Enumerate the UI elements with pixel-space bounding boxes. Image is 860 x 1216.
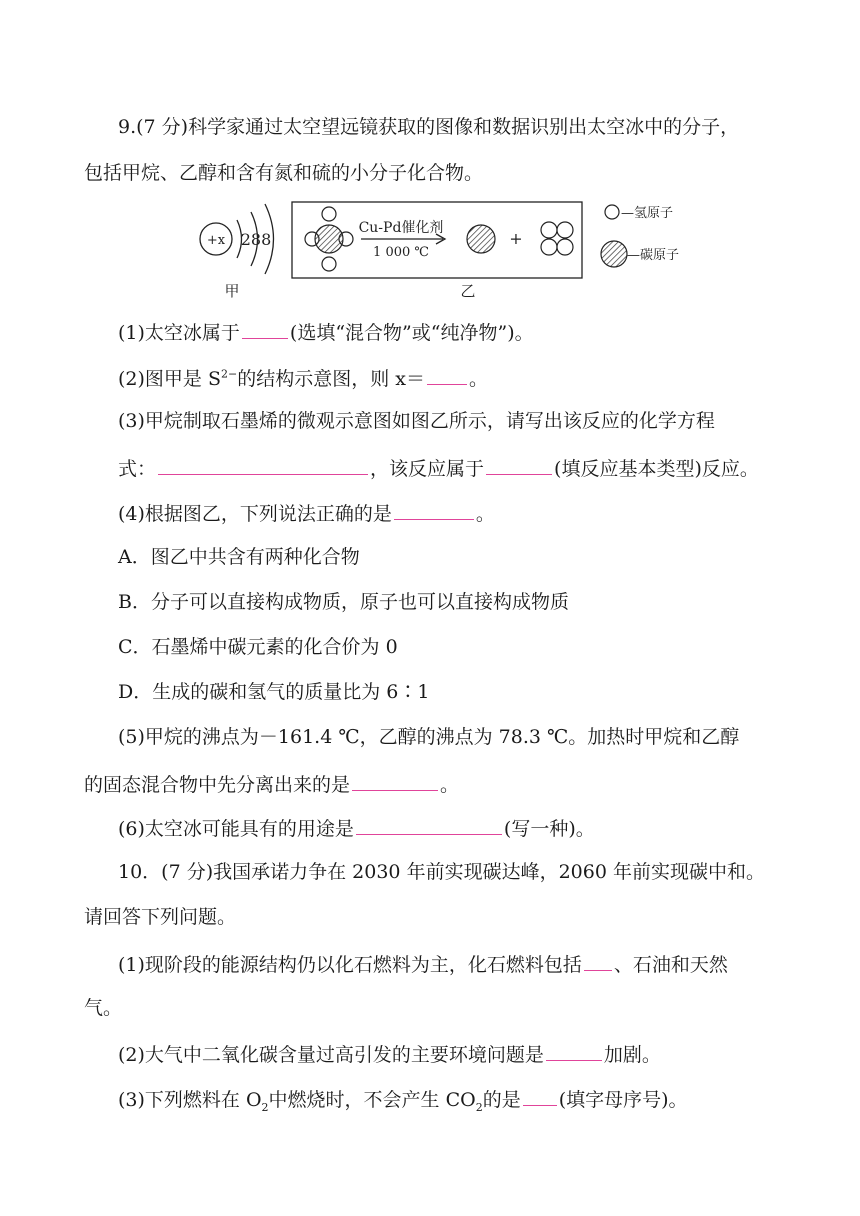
q9-part3-hint: (填反应基本类型)反应。	[554, 458, 759, 480]
q9-option-d: D．生成的碳和氢气的质量比为 6∶1	[118, 681, 430, 703]
q9-intro-line-1: 9.(7 分)科学家通过太空望远镜获取的图像和数据识别出太空冰中的分子，	[118, 116, 740, 138]
methane-molecule	[305, 207, 353, 271]
legend-carbon-label: —碳原子	[627, 248, 680, 263]
temperature-label: 1 000 ℃	[373, 245, 429, 260]
hydrogen-atom	[541, 222, 557, 238]
q9-part1-answer-blank[interactable]	[242, 318, 288, 339]
carbon-atom	[467, 225, 495, 253]
q9-option-b: B．分子可以直接构成物质，原子也可以直接构成物质	[118, 591, 569, 613]
q9-part3-text-2: ，该反应属于	[370, 458, 485, 480]
q10-intro-line-2: 请回答下列问题。	[84, 906, 237, 928]
q10-part2-answer-blank[interactable]	[546, 1040, 602, 1061]
legend-hydrogen-label: —氢原子	[621, 206, 674, 221]
q9-part3-line-1: (3)甲烷制取石墨烯的微观示意图如图乙所示，请写出该反应的化学方程	[118, 410, 715, 432]
plus-sign: +	[509, 229, 523, 248]
q9-part1-hint: (选填“混合物”或“纯净物”)。	[289, 322, 534, 344]
sulfur-ion-structure-diagram	[200, 204, 274, 274]
q9-part2	[118, 364, 488, 392]
q9-part6-hint: (写一种)。	[503, 818, 595, 840]
hydrogen-molecules	[541, 222, 573, 255]
q9-part2-text-2: 的结构示意图，则 x＝	[237, 368, 425, 390]
q10-part2-text: (2)大气中二氧化碳含量过高引发的主要环境问题是	[118, 1044, 544, 1066]
q10-part3-text-3: 的是	[482, 1089, 521, 1111]
figure-label-jia: 甲	[224, 282, 240, 300]
reaction-figure	[196, 194, 702, 302]
q10-part3-answer-blank[interactable]	[523, 1085, 557, 1106]
electron-shell-numbers: 288	[240, 230, 272, 249]
q9-part6-text: (6)太空冰可能具有的用途是	[118, 818, 354, 840]
figure-label-yi: 乙	[460, 282, 476, 300]
q9-part5-answer-blank[interactable]	[352, 770, 438, 791]
q10-part3-hint: (填字母序号)。	[558, 1089, 688, 1111]
nucleus-charge-label: +x	[206, 233, 226, 248]
q9-part6-answer-blank[interactable]	[356, 814, 502, 835]
q9-intro-line-2: 包括甲烷、乙醇和含有氮和硫的小分子化合物。	[84, 162, 484, 184]
q10-part1-line-1	[118, 950, 728, 978]
q9-part3-type-blank[interactable]	[486, 454, 552, 475]
q9-part4-text: (4)根据图乙，下列说法正确的是	[118, 503, 392, 525]
q9-part5-end: 。	[440, 774, 460, 796]
q10-part2-end: 加剧。	[603, 1044, 661, 1066]
q9-part5-line-1: (5)甲烷的沸点为－161.4 ℃，乙醇的沸点为 78.3 ℃。加热时甲烷和乙醇	[118, 726, 740, 748]
catalyst-label: Cu-Pd催化剂	[358, 220, 444, 236]
hydrogen-atom	[322, 257, 336, 271]
q9-option-c: C．石墨烯中碳元素的化合价为 0	[118, 636, 398, 658]
hydrogen-atom	[322, 207, 336, 221]
q9-part1-text: (1)太空冰属于	[118, 322, 240, 344]
q9-part3-text: 式：	[118, 458, 157, 480]
q10-part1-answer-blank[interactable]	[584, 950, 612, 971]
q9-option-a: A．图乙中共含有两种化合物	[118, 546, 360, 568]
q9-part4-end: 。	[475, 503, 495, 525]
q9-part5-line-2	[84, 770, 459, 798]
q9-part5-text: 的固态混合物中先分离出来的是	[84, 774, 351, 796]
q10-part2	[118, 1040, 661, 1068]
q9-part4-answer-blank[interactable]	[394, 499, 474, 520]
carbon-atom	[315, 225, 343, 253]
q10-part1-line-2: 气。	[84, 997, 123, 1019]
hydrogen-atom	[541, 239, 557, 255]
q9-part3-equation-blank[interactable]	[158, 454, 368, 475]
q10-part3-text-2: 中燃烧时，不会产生 CO	[268, 1089, 476, 1111]
q10-part3-o2-subscript: 2	[261, 1100, 269, 1114]
q9-part2-charge: 2−	[220, 367, 238, 381]
q10-part1-text: (1)现阶段的能源结构仍以化石燃料为主，化石燃料包括	[118, 954, 582, 976]
q9-part2-text: (2)图甲是 S	[118, 368, 221, 390]
q10-intro-line-1: 10．(7 分)我国承诺力争在 2030 年前实现碳达峰，2060 年前实现碳中和。	[118, 861, 765, 883]
legend-hydrogen-icon	[605, 205, 619, 219]
q9-part4	[118, 499, 495, 527]
q9-part2-answer-blank[interactable]	[427, 364, 467, 385]
q9-part1	[118, 318, 534, 346]
hydrogen-atom	[557, 222, 573, 238]
q9-part2-end: 。	[468, 368, 488, 390]
q9-part3-line-2	[118, 454, 759, 482]
q10-part3-text: (3)下列燃料在 O	[118, 1089, 262, 1111]
q10-part1-text-2: 、石油和天然	[613, 954, 728, 976]
legend-carbon-icon	[601, 241, 627, 267]
q10-part3-co2-subscript: 2	[475, 1100, 483, 1114]
q9-part6	[118, 814, 595, 842]
hydrogen-atom	[557, 239, 573, 255]
q10-part3	[118, 1085, 688, 1113]
